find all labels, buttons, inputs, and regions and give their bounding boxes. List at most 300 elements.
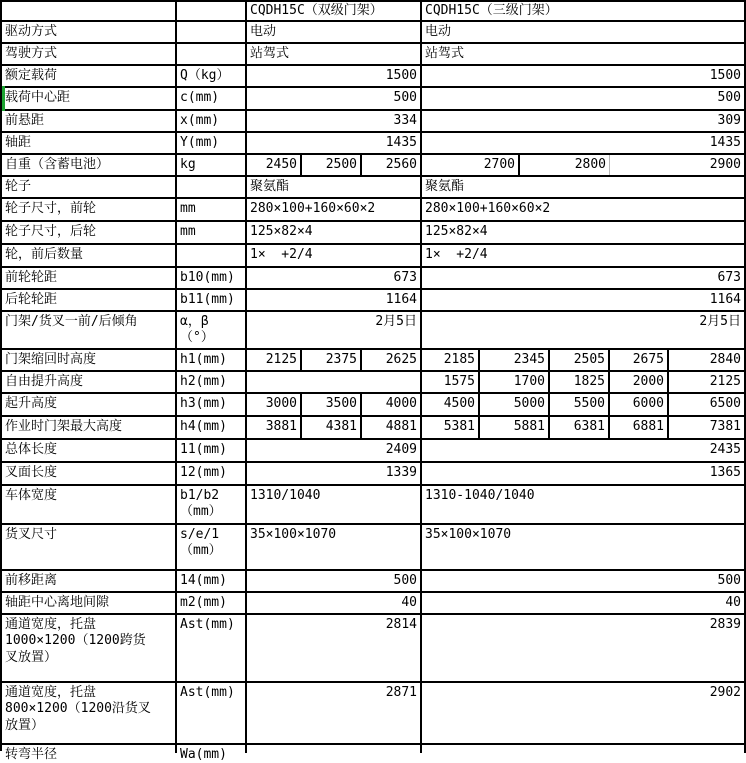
cell-r16-c10[interactable] (669, 350, 746, 370)
table-row (2, 417, 746, 440)
cell-r16-c3[interactable] (247, 350, 302, 370)
cell-text-line: 4381 (325, 419, 357, 435)
cell-text-line: 2900 (709, 156, 741, 172)
cell-text-line: 自重（含蓄电池） (5, 156, 110, 172)
cell-r2-c1[interactable] (2, 22, 177, 42)
cell-text-line: 6000 (632, 396, 664, 412)
cell-r17-c4[interactable] (422, 372, 480, 392)
cell-text-line: 2125 (709, 373, 741, 389)
cell-r7-c2[interactable] (177, 133, 247, 153)
cell-r6-c2[interactable] (177, 111, 247, 131)
cell-r18-c9[interactable] (610, 394, 669, 415)
cell-r19-c10[interactable] (669, 417, 746, 438)
cell-r15-c1[interactable] (2, 312, 177, 348)
cell-text-line: h2(mm) (180, 373, 227, 389)
cell-r13-c3[interactable] (247, 268, 422, 288)
cell-r2-c4[interactable] (422, 22, 746, 42)
table-row (2, 683, 746, 745)
cell-r18-c7[interactable] (480, 394, 550, 415)
cell-r15-c2[interactable] (177, 312, 247, 348)
cell-r24-c4[interactable] (422, 571, 746, 591)
cell-text-line: 站驾式 (250, 45, 290, 61)
cell-r3-c3[interactable] (247, 44, 422, 64)
cell-text-line: 自由提升高度 (5, 373, 84, 389)
cell-text-line: CQDH15C（双级门架） (250, 2, 383, 18)
cell-text-line: h3(mm) (180, 396, 227, 412)
cell-text-line: 1700 (513, 373, 545, 389)
cell-text-line: 2675 (632, 351, 664, 367)
cell-r18-c5[interactable] (362, 394, 422, 415)
cell-text-line: 5881 (513, 419, 545, 435)
cell-r24-c1[interactable] (2, 571, 177, 591)
cell-r14-c1[interactable] (2, 290, 177, 310)
table-row (2, 394, 746, 417)
cell-r17-c5[interactable] (480, 372, 550, 392)
cell-r12-c4[interactable] (422, 245, 746, 266)
cell-r12-c3[interactable] (247, 245, 422, 266)
cell-text-line: 673 (393, 269, 417, 285)
cell-r5-c3[interactable] (247, 88, 422, 109)
cell-r4-c4[interactable] (422, 66, 746, 86)
cell-text-line: 40 (725, 594, 741, 610)
cell-r9-c4[interactable] (422, 177, 746, 197)
cell-r25-c1[interactable] (2, 593, 177, 613)
cell-r8-c6[interactable] (422, 155, 520, 175)
table-row (2, 615, 746, 683)
cell-r18-c8[interactable] (550, 394, 610, 415)
cell-text-line: 放置） (5, 717, 45, 733)
table-row (2, 350, 746, 372)
cell-text-line: 前悬距 (5, 112, 45, 128)
cell-r14-c2[interactable] (177, 290, 247, 310)
cell-text-line: 1500 (385, 67, 417, 83)
cell-text-line: 12(mm) (180, 465, 227, 481)
cell-text-line: 2700 (483, 156, 515, 172)
cell-text-line: CQDH15C（三级门架） (425, 2, 558, 18)
table-row (2, 44, 746, 66)
cell-text-line: b1/b2 (180, 488, 220, 503)
cell-text-line: 2902 (709, 685, 741, 700)
cell-r19-c3[interactable] (247, 417, 302, 438)
cell-r4-c1[interactable] (2, 66, 177, 86)
cell-text-line: 2500 (325, 156, 357, 172)
cell-text-line: 轮子尺寸，前轮 (5, 201, 97, 217)
cell-r16-c9[interactable] (610, 350, 669, 370)
cell-r5-c4[interactable] (422, 88, 746, 109)
cell-r12-c2[interactable] (177, 245, 247, 266)
cell-text-line: 2185 (443, 351, 475, 367)
cell-text-line: 1310-1040/1040 (425, 488, 535, 503)
cell-r6-c3[interactable] (247, 111, 422, 131)
cell-text-line: 门架/货叉一前/后倾角 (5, 314, 138, 329)
cell-r1-c1[interactable] (2, 2, 177, 20)
cell-r21-c4[interactable] (422, 463, 746, 484)
cell-r20-c4[interactable] (422, 440, 746, 461)
cell-text-line: 转弯半径 (5, 747, 58, 762)
cell-r13-c2[interactable] (177, 268, 247, 288)
cell-text-line: 6500 (709, 396, 741, 412)
cell-text-line: 轮，前后数量 (5, 247, 84, 263)
selection-indicator (2, 86, 5, 111)
cell-r28-c4[interactable] (422, 745, 746, 753)
cell-text-line: Wa(mm) (180, 747, 227, 762)
cell-text-line: 载荷中心距 (5, 90, 71, 106)
cell-text-line: 2409 (385, 442, 417, 458)
cell-text-line: 后轮轮距 (5, 291, 58, 307)
cell-text-line: b10(mm) (180, 269, 235, 285)
cell-text-line: 轴距 (5, 134, 32, 150)
cell-text-line: kg (180, 156, 196, 172)
cell-r16-c1[interactable] (2, 350, 177, 370)
cell-r26-c2[interactable] (177, 615, 247, 681)
cell-text-line: Q（kg） (180, 67, 230, 83)
cell-r19-c6[interactable] (422, 417, 480, 438)
cell-text-line: 2月5日 (699, 314, 741, 329)
cell-text-line: 聚氨酯 (425, 178, 465, 194)
cell-r23-c1[interactable] (2, 525, 177, 569)
cell-text-line: 2800 (574, 156, 606, 172)
cell-text-line: 作业时门架最大高度 (5, 419, 123, 435)
cell-text-line: 6381 (573, 419, 605, 435)
cell-r15-c4[interactable] (422, 312, 746, 348)
cell-r1-c3[interactable] (247, 2, 422, 20)
cell-r14-c3[interactable] (247, 290, 422, 310)
cell-text-line: 叉面长度 (5, 465, 58, 481)
cell-text-line: 2345 (513, 351, 545, 367)
cell-text-line: 电动 (250, 23, 277, 39)
cell-text-line: 2435 (709, 442, 741, 458)
cell-r21-c1[interactable] (2, 463, 177, 484)
cell-r6-c4[interactable] (422, 111, 746, 131)
cell-r20-c3[interactable] (247, 440, 422, 461)
cell-text-line: 11(mm) (180, 442, 227, 458)
cell-text-line: 轮子 (5, 178, 32, 194)
cell-text-line: 2450 (265, 156, 297, 172)
cell-r17-c2[interactable] (177, 372, 247, 392)
cell-text-line: 309 (717, 112, 741, 128)
cell-text-line: 2000 (632, 373, 664, 389)
table-row (2, 312, 746, 350)
cell-r26-c3[interactable] (247, 615, 422, 681)
cell-text-line: 轮子尺寸，后轮 (5, 224, 97, 240)
cell-r8-c1[interactable] (2, 155, 177, 175)
table-row (2, 268, 746, 290)
cell-text-line: 1164 (709, 291, 741, 307)
cell-r16-c6[interactable] (422, 350, 480, 370)
cell-r1-c4[interactable] (422, 2, 746, 20)
cell-r24-c3[interactable] (247, 571, 422, 591)
cell-r21-c2[interactable] (177, 463, 247, 484)
cell-r10-c3[interactable] (247, 199, 422, 220)
cell-text-line: 500 (717, 572, 741, 588)
cell-r25-c2[interactable] (177, 593, 247, 613)
cell-text-line: 2505 (573, 351, 605, 367)
cell-text-line: 14(mm) (180, 572, 227, 588)
cell-r13-c1[interactable] (2, 268, 177, 288)
cell-text-line: s/e/1 (180, 527, 220, 542)
cell-text-line: 车体宽度 (5, 488, 58, 503)
table-row (2, 593, 746, 615)
cell-r28-c2[interactable] (177, 745, 247, 762)
cell-text-line: 673 (717, 269, 741, 285)
cell-text-line: 2125 (265, 351, 297, 367)
cell-r19-c4[interactable] (302, 417, 362, 438)
cell-r17-c7[interactable] (610, 372, 669, 392)
cell-r21-c3[interactable] (247, 463, 422, 484)
cell-r12-c1[interactable] (2, 245, 177, 266)
cell-text-line: 500 (393, 90, 417, 106)
cell-r5-c2[interactable] (177, 88, 247, 109)
table-row (2, 245, 746, 268)
cell-text-line: 40 (401, 594, 417, 610)
cell-text-line: 35×100×1070 (250, 527, 337, 542)
table-row (2, 290, 746, 312)
cell-text-line: 2839 (709, 617, 741, 632)
cell-text-line: 前轮轮距 (5, 269, 58, 285)
cell-text-line: 2375 (325, 351, 357, 367)
cell-text-line: x(mm) (180, 112, 220, 128)
cell-text-line: 轴距中心离地间隙 (5, 594, 110, 610)
table-row (2, 177, 746, 199)
cell-r18-c10[interactable] (669, 394, 746, 415)
cell-text-line: 1365 (709, 465, 741, 481)
cell-r25-c3[interactable] (247, 593, 422, 613)
cell-r4-c2[interactable] (177, 66, 247, 86)
cell-text-line: 货叉尺寸 (5, 527, 58, 542)
cell-text-line: 驾驶方式 (5, 45, 58, 61)
cell-text-line: 1339 (385, 465, 417, 481)
cell-r13-c4[interactable] (422, 268, 746, 288)
cell-r8-c2[interactable] (177, 155, 247, 175)
cell-r11-c1[interactable] (2, 222, 177, 243)
cell-text-line: Y(mm) (180, 134, 220, 150)
cell-r27-c3[interactable] (247, 683, 422, 743)
cell-r3-c1[interactable] (2, 44, 177, 64)
cell-r27-c4[interactable] (422, 683, 746, 743)
table-row (2, 133, 746, 155)
cell-r16-c4[interactable] (302, 350, 362, 370)
cell-r18-c3[interactable] (247, 394, 302, 415)
cell-r10-c4[interactable] (422, 199, 746, 220)
cell-text-line: 4500 (443, 396, 475, 412)
cell-r27-c1[interactable] (2, 683, 177, 743)
cell-text-line: 起升高度 (5, 396, 58, 412)
cell-r18-c4[interactable] (302, 394, 362, 415)
cell-text-line: h1(mm) (180, 351, 227, 367)
cell-r16-c5[interactable] (362, 350, 422, 370)
cell-text-line: 1164 (385, 291, 417, 307)
cell-text-line: 2871 (385, 685, 417, 700)
cell-r7-c3[interactable] (247, 133, 422, 153)
cell-text-line: 2814 (385, 617, 417, 632)
cell-text-line: 4881 (385, 419, 417, 435)
cell-r6-c1[interactable] (2, 111, 177, 131)
cell-r14-c4[interactable] (422, 290, 746, 310)
cell-text-line: （mm） (180, 543, 222, 559)
table-row (2, 155, 746, 177)
cell-r10-c1[interactable] (2, 199, 177, 220)
cell-r23-c3[interactable] (247, 525, 422, 569)
cell-text-line: 5000 (513, 396, 545, 412)
cell-text-line: Ast(mm) (180, 685, 235, 700)
cell-r11-c3[interactable] (247, 222, 422, 243)
table-row (2, 463, 746, 486)
cell-r20-c1[interactable] (2, 440, 177, 461)
table-row (2, 745, 746, 762)
table-row (2, 199, 746, 222)
cell-text-line: 35×100×1070 (425, 527, 512, 542)
cell-text-line: 额定载荷 (5, 67, 58, 83)
cell-r18-c6[interactable] (422, 394, 480, 415)
cell-text-line: 通道宽度，托盘 (5, 685, 97, 700)
cell-text-line: 1× +2/4 (425, 247, 488, 263)
cell-r16-c2[interactable] (177, 350, 247, 370)
table-row (2, 2, 746, 22)
cell-text-line: 3500 (325, 396, 357, 412)
cell-r5-c1[interactable] (2, 88, 177, 109)
table-row (2, 88, 746, 111)
table-row (2, 571, 746, 593)
cell-text-line: 前移距离 (5, 572, 58, 588)
cell-text-line: 7381 (709, 419, 741, 435)
cell-r22-c3[interactable] (247, 486, 422, 523)
table-row (2, 222, 746, 245)
cell-r16-c8[interactable] (550, 350, 610, 370)
table-row (2, 486, 746, 525)
cell-r8-c8[interactable] (610, 155, 746, 175)
cell-text-line: 1435 (709, 134, 741, 150)
cell-r17-c8[interactable] (669, 372, 746, 392)
cell-text-line: 总体长度 (5, 442, 58, 458)
cell-r17-c6[interactable] (550, 372, 610, 392)
cell-text-line: 站驾式 (425, 45, 465, 61)
cell-r8-c4[interactable] (302, 155, 362, 175)
cell-r24-c2[interactable] (177, 571, 247, 591)
cell-r10-c2[interactable] (177, 199, 247, 220)
cell-r19-c8[interactable] (550, 417, 610, 438)
table-row (2, 372, 746, 394)
cell-text-line: m2(mm) (180, 594, 227, 610)
cell-text-line: 500 (717, 90, 741, 106)
cell-text-line: 通道宽度，托盘 (5, 617, 97, 632)
cell-r27-c2[interactable] (177, 683, 247, 743)
cell-text-line: （°） (180, 330, 214, 346)
cell-text-line: 280×100+160×60×2 (425, 201, 551, 217)
cell-r11-c2[interactable] (177, 222, 247, 243)
cell-text-line: 5500 (573, 396, 605, 412)
cell-text-line: 6881 (632, 419, 664, 435)
cell-r7-c1[interactable] (2, 133, 177, 153)
cell-text-line: 1575 (443, 373, 475, 389)
cell-r15-c3[interactable] (247, 312, 422, 348)
cell-r18-c2[interactable] (177, 394, 247, 415)
cell-text-line: Ast(mm) (180, 617, 235, 632)
cell-text-line: 280×100+160×60×2 (250, 201, 376, 217)
cell-text-line: α，β (180, 314, 209, 329)
cell-r3-c2[interactable] (177, 44, 247, 64)
cell-text-line: mm (180, 224, 196, 240)
cell-text-line: 3000 (265, 396, 297, 412)
cell-r17-c3[interactable] (247, 372, 422, 392)
cell-text-line: 125×82×4 (425, 224, 488, 240)
cell-r18-c1[interactable] (2, 394, 177, 415)
cell-r9-c1[interactable] (2, 177, 177, 197)
cell-r25-c4[interactable] (422, 593, 746, 613)
cell-r23-c4[interactable] (422, 525, 746, 569)
cell-r26-c1[interactable] (2, 615, 177, 681)
cell-text-line: 2625 (385, 351, 417, 367)
cell-text-line: 334 (393, 112, 417, 128)
table-row (2, 66, 746, 88)
cell-r9-c3[interactable] (247, 177, 422, 197)
cell-text-line: c(mm) (180, 90, 220, 106)
cell-text-line: 1310/1040 (250, 488, 321, 503)
cell-r19-c5[interactable] (362, 417, 422, 438)
cell-text-line: 1825 (573, 373, 605, 389)
cell-r22-c2[interactable] (177, 486, 247, 523)
cell-text-line: 聚氨酯 (250, 178, 290, 194)
cell-r22-c4[interactable] (422, 486, 746, 523)
cell-text-line: 门架缩回时高度 (5, 351, 97, 367)
cell-text-line: 电动 (425, 23, 452, 39)
table-row (2, 440, 746, 463)
cell-r11-c4[interactable] (422, 222, 746, 243)
cell-r7-c4[interactable] (422, 133, 746, 153)
cell-text-line: （mm） (180, 504, 222, 520)
cell-text-line: 1× +2/4 (250, 247, 313, 263)
cell-text-line: 3881 (265, 419, 297, 435)
cell-r19-c9[interactable] (610, 417, 669, 438)
cell-text-line: 1000×1200（1200跨货 (5, 633, 146, 649)
cell-text-line: 2月5日 (375, 314, 417, 329)
cell-r19-c1[interactable] (2, 417, 177, 438)
cell-text-line: 2560 (385, 156, 417, 172)
cell-r22-c1[interactable] (2, 486, 177, 523)
cell-r4-c3[interactable] (247, 66, 422, 86)
cell-text-line: 800×1200（1200沿货叉 (5, 701, 151, 717)
table-row (2, 111, 746, 133)
table-row (2, 22, 746, 44)
cell-text-line: 1500 (709, 67, 741, 83)
cell-r3-c4[interactable] (422, 44, 746, 64)
cell-text-line: b11(mm) (180, 291, 235, 307)
cell-r28-c1[interactable] (2, 745, 177, 762)
cell-r8-c7[interactable] (520, 155, 610, 175)
cell-text-line: 125×82×4 (250, 224, 313, 240)
cell-text-line: 500 (393, 572, 417, 588)
cell-r16-c7[interactable] (480, 350, 550, 370)
cell-r28-c3[interactable] (247, 745, 422, 753)
cell-r9-c2[interactable] (177, 177, 247, 197)
cell-r8-c5[interactable] (362, 155, 422, 175)
cell-r20-c2[interactable] (177, 440, 247, 461)
cell-r8-c3[interactable] (247, 155, 302, 175)
cell-text-line: 叉放置） (5, 649, 58, 665)
cell-r2-c3[interactable] (247, 22, 422, 42)
cell-r19-c7[interactable] (480, 417, 550, 438)
cell-r1-c2[interactable] (177, 2, 247, 20)
cell-text-line: 5381 (443, 419, 475, 435)
cell-text-line: 驱动方式 (5, 23, 58, 39)
cell-r23-c2[interactable] (177, 525, 247, 569)
cell-text-line: 1435 (385, 134, 417, 150)
cell-r26-c4[interactable] (422, 615, 746, 681)
cell-r19-c2[interactable] (177, 417, 247, 438)
cell-text-line: mm (180, 201, 196, 217)
cell-r2-c2[interactable] (177, 22, 247, 42)
table-row (2, 525, 746, 571)
cell-r17-c1[interactable] (2, 372, 177, 392)
